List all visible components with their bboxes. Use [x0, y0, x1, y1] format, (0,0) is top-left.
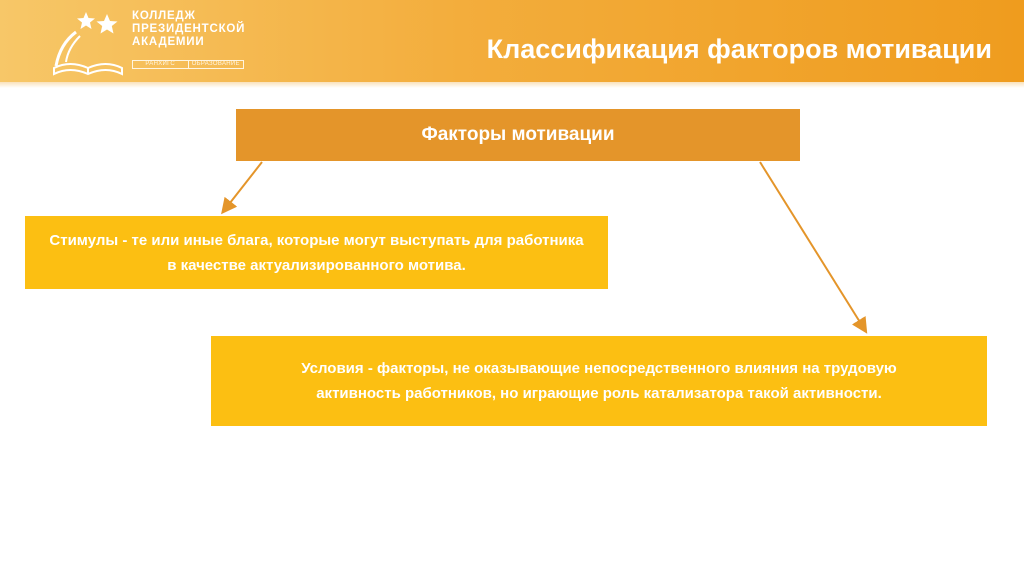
logo-text-line-2: ПРЕЗИДЕНТСКОЙ: [132, 23, 246, 35]
arrow-to-conditions: [760, 162, 863, 327]
logo-tagline-left: РАНХИГС: [145, 61, 176, 67]
node-conditions: Условия - факторы, не оказывающие непосредственного влияния на трудовую активность работников, но играющие роль катализатора такой активности.: [211, 336, 987, 426]
node-stimuli: Стимулы - те или иные блага, которые могут выступать для работника в качестве актуализированного мотива.: [25, 216, 608, 289]
logo-text-line-3: АКАДЕМИИ: [132, 36, 205, 48]
page-title: Классификация факторов мотивации: [486, 34, 992, 64]
logo-tagline-right: ОБРАЗОВАНИЕ: [188, 61, 244, 68]
root-node-motivation-factors: Факторы мотивации: [236, 109, 800, 161]
arrow-to-stimuli: [226, 162, 262, 208]
logo-text-line-1: КОЛЛЕДЖ: [132, 10, 196, 22]
